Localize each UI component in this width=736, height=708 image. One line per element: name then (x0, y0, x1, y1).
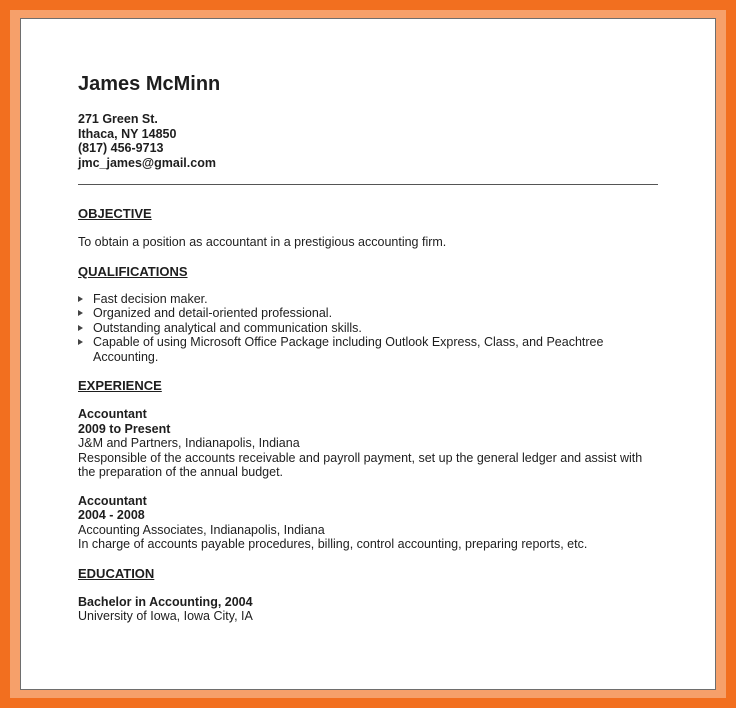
objective-text: To obtain a position as accountant in a prestigious accounting firm. (78, 235, 447, 249)
education-heading: EDUCATION (78, 565, 155, 581)
degree: Bachelor in Accounting, 2004 (78, 594, 253, 609)
header-divider (78, 184, 658, 185)
candidate-name: James McMinn (78, 73, 221, 95)
job-employer: J&M and Partners, Indianapolis, Indiana (78, 436, 300, 450)
objective-heading: OBJECTIVE (78, 206, 152, 221)
job-entry (78, 494, 658, 552)
job-description: Responsible of the accounts receivable and payroll payment, set up the general ledger and assist with the preparation of the annual budget. (78, 450, 643, 479)
phone-number: (817) 456-9713 (78, 141, 164, 155)
job-period: 2009 to Present (78, 421, 171, 436)
resume-page (20, 18, 716, 690)
bullet-arrow-icon (78, 296, 83, 302)
list-item: Outstanding analytical and communication skills. (78, 321, 658, 336)
list-item: Organized and detail-oriented professional. (78, 306, 658, 321)
contact-block (78, 112, 658, 170)
bullet-arrow-icon (78, 310, 83, 316)
qualifications-heading: QUALIFICATIONS (78, 263, 188, 279)
experience-heading: EXPERIENCE (78, 378, 162, 393)
job-description: In charge of accounts payable procedures, billing, control accounting, preparing reports, etc. (78, 537, 588, 551)
job-title: Accountant (78, 407, 147, 421)
bullet-arrow-icon (78, 339, 83, 345)
resume-content (78, 71, 658, 624)
address-line-2: Ithaca, NY 14850 (78, 126, 177, 141)
list-item: Capable of using Microsoft Office Package including Outlook Express, Class, and Peachtree Accounting. (78, 335, 658, 364)
job-entry (78, 407, 658, 480)
address-line-1: 271 Green St. (78, 112, 158, 126)
bullet-arrow-icon (78, 325, 83, 331)
job-title: Accountant (78, 493, 147, 508)
list-item: Fast decision maker. (78, 292, 658, 307)
job-period: 2004 - 2008 (78, 508, 145, 522)
job-employer: Accounting Associates, Indianapolis, Indiana (78, 522, 325, 537)
school: University of Iowa, Iowa City, IA (78, 609, 253, 623)
education-entry (78, 595, 658, 624)
qualifications-list (78, 292, 658, 365)
email-address: jmc_james@gmail.com (78, 155, 216, 170)
